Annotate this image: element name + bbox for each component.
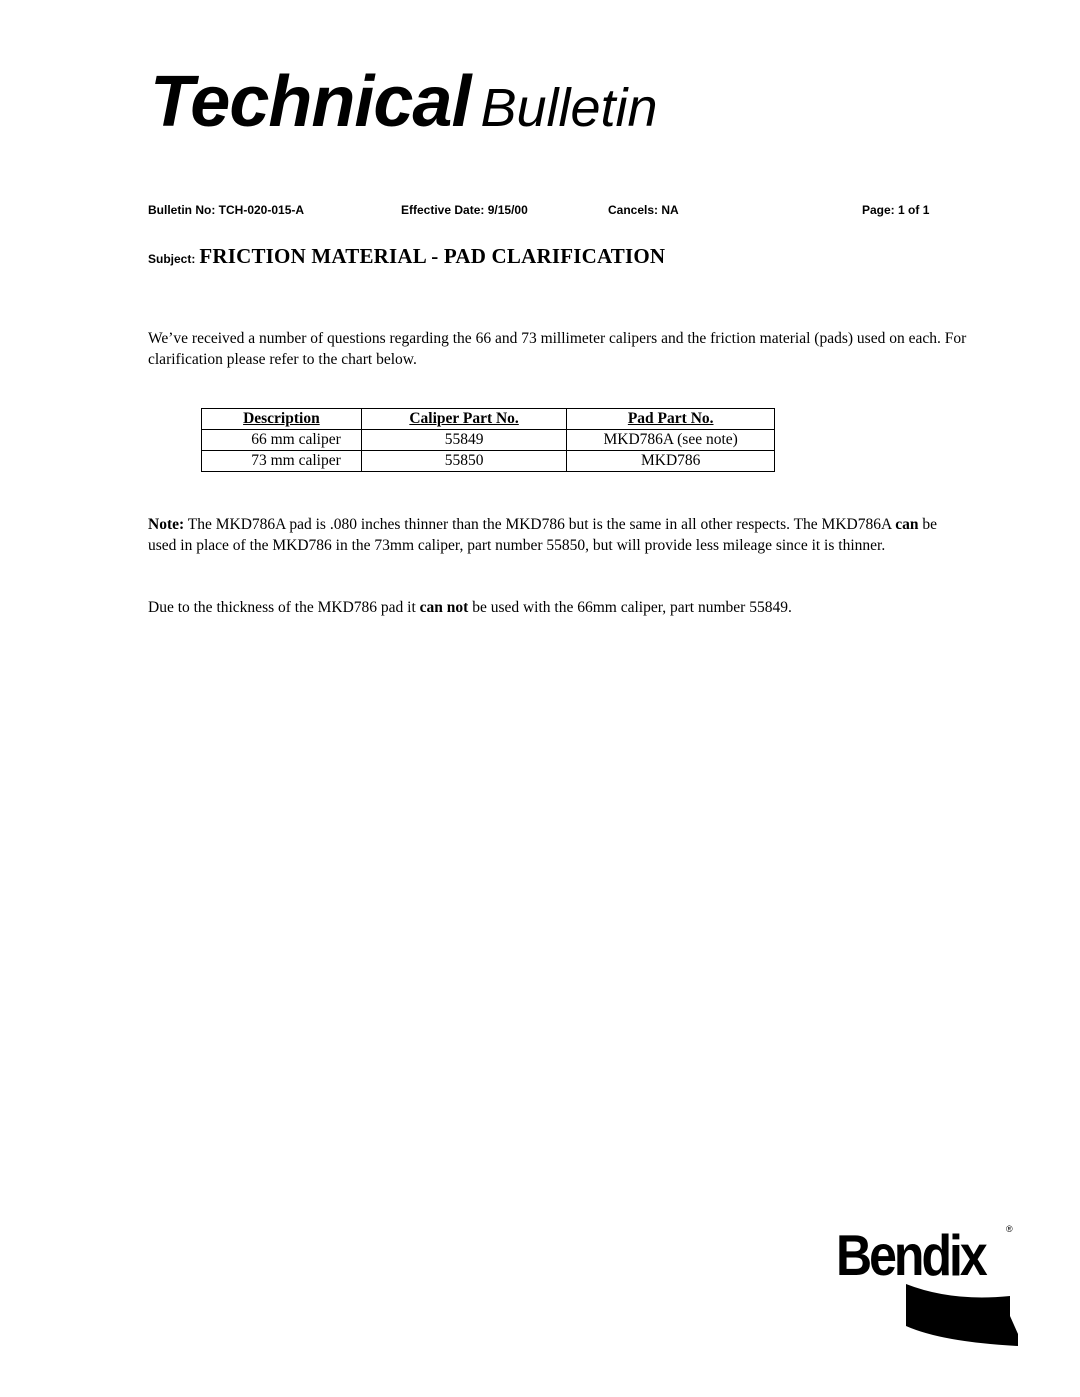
logo-wordmark: Bendix (836, 1223, 985, 1288)
table-row (202, 430, 775, 451)
note-label: Note: (148, 516, 185, 533)
header-caliper-part: Caliper Part No. (361, 409, 567, 430)
bulletin-number-label: Bulletin No: (148, 203, 216, 217)
note-text-2: be used in place of the MKD786 in the 73mm caliper, part number 55850, but will provide less mileage since it is thinner. (148, 516, 937, 554)
cell-description: 66 mm caliper (202, 430, 362, 451)
page-number (862, 203, 929, 217)
note-text-1: The MKD786A pad is .080 inches thinner than the MKD786 but is the same in all other respects. The MKD786A (184, 516, 896, 533)
logo-registered-mark: ® (1006, 1224, 1013, 1234)
thickness-text-2: be used with the 66mm caliper, part number 55849. (468, 599, 792, 616)
intro-paragraph: We’ve received a number of questions regarding the 66 and 73 millimeter calipers and the friction material (pads) used on each. For clarification please refer to the chart below. (148, 330, 967, 368)
cell-description: 73 mm caliper (202, 451, 362, 472)
bulletin-number (148, 203, 304, 217)
subject-text: FRICTION MATERIAL - PAD CLARIFICATION (199, 244, 666, 268)
header-pad-part: Pad Part No. (567, 409, 775, 430)
subject-line (148, 244, 665, 269)
logo-swoosh-icon (832, 1222, 1022, 1352)
bendix-logo (832, 1222, 1022, 1352)
table-row (202, 451, 775, 472)
page-label: Page: (862, 203, 895, 217)
note-emphasis: can (895, 516, 919, 533)
cell-pad-part: MKD786 (567, 451, 775, 472)
effective-date-value: 9/15/00 (487, 203, 528, 217)
thickness-emphasis: can not (419, 599, 469, 616)
note-paragraph (148, 514, 968, 556)
header-description: Description (202, 409, 362, 430)
subject-label: Subject: (148, 252, 196, 266)
thickness-text-1: Due to the thickness of the MKD786 pad it (148, 599, 420, 616)
title-technical: Technical (150, 62, 471, 142)
thickness-paragraph (148, 597, 968, 618)
cancels-label: Cancels: (608, 203, 659, 217)
page-value: 1 of 1 (898, 203, 930, 217)
effective-date (401, 203, 528, 217)
cell-caliper-part: 55850 (361, 451, 567, 472)
cancels-value: NA (661, 203, 679, 217)
cell-caliper-part: 55849 (361, 430, 567, 451)
bulletin-number-value: TCH-020-015-A (218, 203, 305, 217)
table-header-row (202, 409, 775, 430)
parts-table (201, 408, 775, 472)
effective-date-label: Effective Date: (401, 203, 485, 217)
title-bulletin: Bulletin (480, 78, 658, 138)
bulletin-title (150, 62, 658, 142)
cancels (608, 203, 679, 217)
cell-pad-part: MKD786A (see note) (567, 430, 775, 451)
